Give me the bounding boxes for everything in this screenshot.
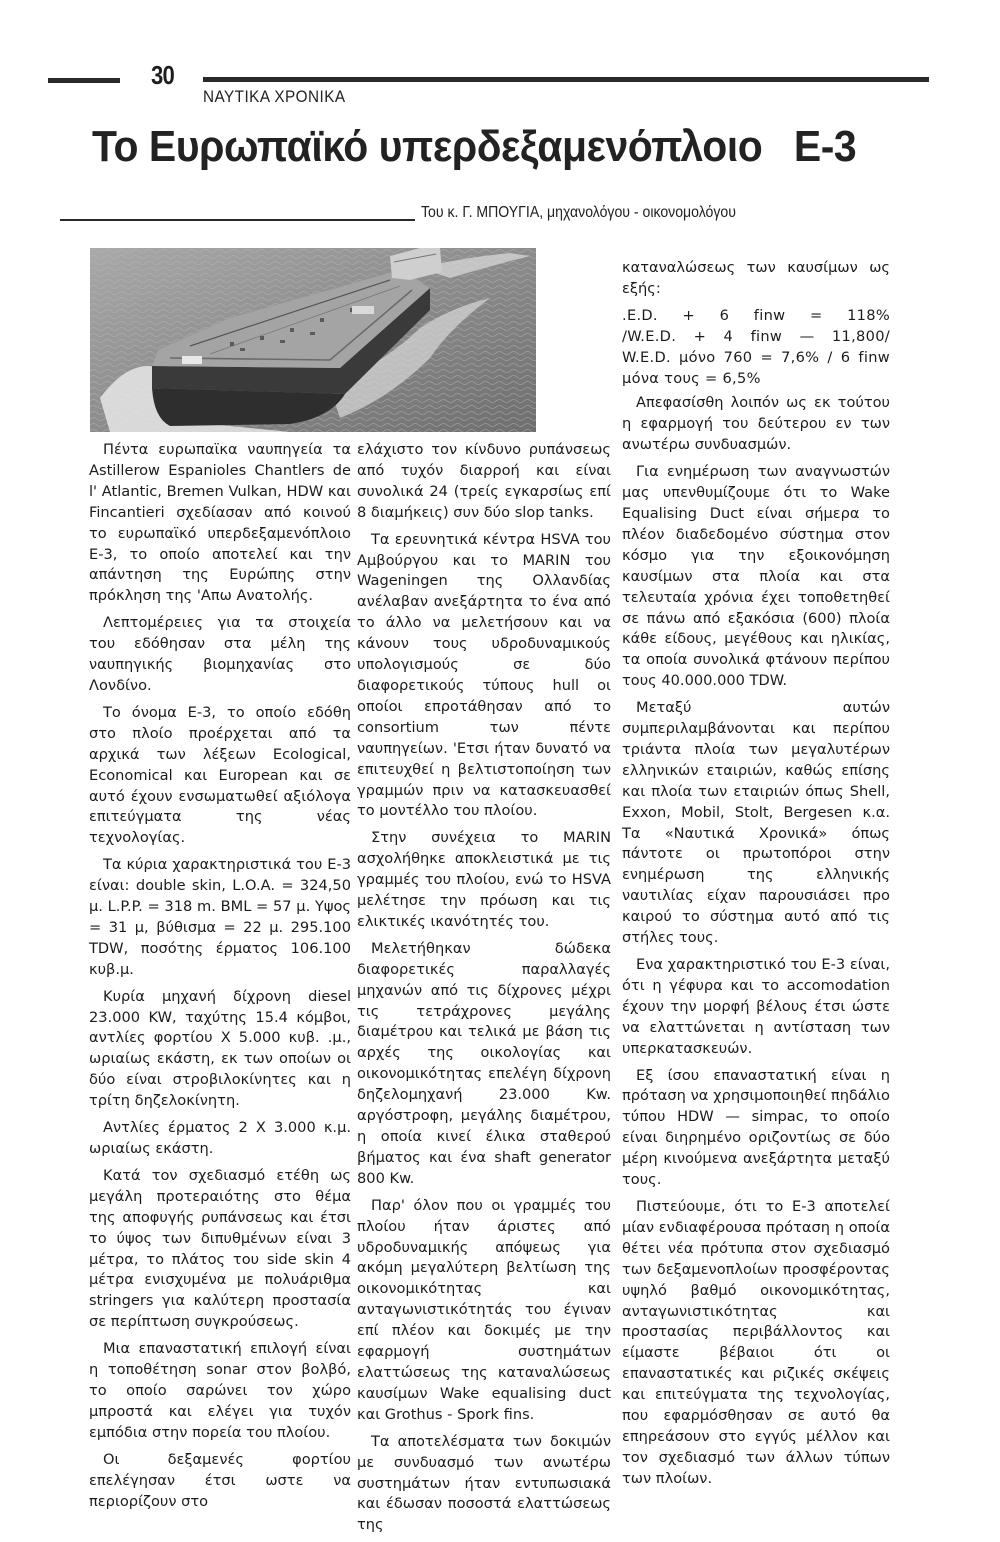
formula-line: .E.D. + 6 finw = 118% — [622, 306, 890, 324]
article-column-2 — [357, 440, 611, 1542]
formula-line: W.E.D. μόνο 760 = 7,6% / 6 finw — [622, 348, 890, 366]
paragraph: Παρ' όλον που οι γραμμές του πλοίου ήταν άριστες από υδροδυναμικής απόψεως για ακόμη μεγαλύτερη βελτίωση της οικονομικότητας και ανταγωνιστικότητάς του έγιναν επί πλέον και δοκιμές με την εφαρμογή συστημάτων ελαττώσεως της καταναλώσεως καυσίμων Wake equalising duct και Grothus - Spork fins. — [357, 1196, 611, 1423]
article-title-text: Το Ευρωπαϊκό υπερδεξαμενόπλοιο — [92, 122, 763, 171]
paragraph: Αντλίες έρματος 2 Χ 3.000 κ.μ. ωριαίως εκάστη. — [89, 1119, 351, 1157]
paragraph: Κατά τον σχεδιασμό ετέθη ως μεγάλη προτεραιότης στο θέμα της αποφυγής ρυπάνσεως και έτσι το ύψος των διπυθμένων είναι 3 μέτρα, το πλάτος του side skin 4 μέτρα ενισχυμένα με πολυάριθμα stringers για καλύτερη προστασία σε περίπτωση συγκρούσεως. — [89, 1166, 351, 1331]
paragraph: Μια επαναστατική επιλογή είναι η τοποθέτηση sonar στον βολβό, το οποίο σαρώνει τον χώρο μπροστά και ελέγει για τυχόν εμπόδια στην πορεία του πλοίου. — [89, 1340, 351, 1441]
paragraph: Στην συνέχεια το MARIN ασχολήθηκε αποκλειστικά με τις γραμμές του πλοίου, ενώ το HSVA μελέτησε την πρόωση και τις ελικτικές ικανότητές του. — [357, 829, 611, 930]
paragraph: Τα ερευνητικά κέντρα HSVA του Αμβούργου και το MARIN του Wageningen της Ολλανδίας ανέλαβαν ανεξάρτητα το ένα από το άλλο να μελετήσουν και να κάνουν τους υδροδυναμικούς υπολογισμούς σε δύο διαφορετικούς τύπους hull οι οποίοι επροτάθησαν από το consortium των πέντε ναυπηγείων. 'Ετσι ήταν δυνατό να επιτευχθεί η βελτιστοποίηση των γραμμών πριν να κατασκευασθεί το μοντέλλο του πλοίου. — [357, 530, 611, 820]
paragraph: Μελετήθηκαν δώδεκα διαφορετικές παραλλαγές μηχανών από τις δίχρονες μέχρι τις τετράχρονες μεγάλης διαμέτρου και τελικά με βάση τις αρχές της οικολογίας και οικονομικότητας επελέγη δίχρονη δηζελομηχανή 23.000 Kw. αργόστροφη, μεγάλης διαμέτρου, η οποία κινεί έλικα σταθερού βήματος και ένα shaft generator 800 Kw. — [357, 939, 611, 1187]
paragraph: Εξ ίσου επαναστατική είναι η πρόταση να χρησιμοποιηθεί πηδάλιο τύπου HDW — simpac, το οποίο είναι διηρημένο οριζοντίως σε δύο μέρη κινούμενα ανεξάρτητα μεταξύ τους. — [622, 1066, 890, 1189]
header-rule-left — [48, 78, 120, 83]
paragraph: Πιστεύουμε, ότι το Ε-3 αποτελεί μίαν ενδιαφέρουσα πρόταση η οποία θέτει νέα πρότυπα στον σχεδιασμό των δεξαμενοπλοίων προσφέροντας υψηλό βαθμό οικονομικότητας, ανταγωνιστικότητας και προστασίας περιβάλλοντος και είμαστε βέβαιοι ότι οι επαναστατικές και ριζικές σκέψεις και επιτεύγματα της τεχνολογίας, που εφαρμόσθησαν σε αυτό θα επηρεάσουν στο εγγύς μέλλον και τον σχεδιασμό των άλλων τύπων των πλοίων. — [622, 1197, 890, 1487]
paragraph: Πέντα ευρωπαϊκα ναυπηγεία τα Astillerow Espanioles Chantlers de l' Atlantic, Bremen Vulkan, HDW και Fincantieri σχεδίασαν από κοινού το ευρωπαϊκό υπερδεξαμενόπλοιο Ε-3, το οποίο αποτελεί και την απάντηση της Ευρώπης στην πρόκληση της 'Απω Ανατολής. — [89, 441, 351, 605]
paragraph: Ενα χαρακτηριστικό του Ε-3 είναι, ότι η γέφυρα και το accomodation έχουν την μορφή βέλους έτσι ώστε να ελαττώνεται η αντίσταση των υπερκατασκευών. — [622, 956, 890, 1057]
paragraph: Απεφασίσθη λοιπόν ως εκ τούτου η εφαρμογή του δεύτερου εν των ανωτέρω συνδυασμών. — [622, 394, 890, 454]
paragraph: Λεπτομέρειες για τα στοιχεία του εδόθησαν στα μέλη της ναυπηγικής βιομηχανίας στο Λονδίνο. — [89, 614, 351, 694]
paragraph: Μεταξύ αυτών συμπεριλαμβάνονται και περίπου τριάντα πλοία των μεγαλυτέρων ελληνικών εταιριών, καθώς επίσης και πλοία των εταιριών όπως Shell, Exxon, Mobil, Stolt, Bergesen κ.α. Τα «Ναυτικά Χρονικά» όπως πάντοτε οι πρωτοπόροι στην ενημέρωση της ελληνικής ναυτιλίας είχαν παρουσιάσει προ καιρού το σύστημα αυτό από τις στήλες τους. — [622, 699, 890, 947]
article-title — [92, 122, 856, 172]
article-column-1 — [89, 440, 351, 1518]
paragraph: Για ενημέρωση των αναγνωστών μας υπενθυμίζουμε ότι το Wake Equalising Duct είναι σήμερα το πλέον διαδεδομένο σύστημα στον κόσμο για την εξοικονόμηση καυσίμων στα πλοία και στα τελευταία χρόνια έχει τοποθετηθεί σε πάνω από εξακόσια (600) πλοία κάθε είδους, μεγέθους και ηλικίας, τα οποία συνολικά φτάνουν περίπου τους 40.000.000 TDW. — [622, 463, 890, 690]
article-column-3 — [622, 258, 890, 1496]
paragraph: Τα αποτελέσματα των δοκιμών με συνδυασμό των ανωτέρω συστημάτων ήταν εντυπωσιακά και έδωσαν ποσοστά ελαττώσεως της — [357, 1432, 611, 1534]
paragraph: καταναλώσεως των καυσίμων ως εξής: — [622, 259, 890, 297]
byline: Του κ. Γ. ΜΠΟΥΓΙΑ, μηχανολόγου - οικονομολόγου — [421, 204, 736, 221]
formula-line: /W.E.D. + 4 finw — 11,800/ — [622, 327, 890, 345]
paragraph: Το όνομα Ε-3, το οποίο εδόθη στο πλοίο προέρχεται από τα αρχικά των λέξεων Ecological, Economical και European και σε αυτό έχουν ενσωματωθεί αξιόλογα επιτεύγματα της νέας τεχνολογίας. — [89, 703, 351, 847]
header-rule-right — [203, 77, 929, 82]
paragraph: Κυρία μηχανή δίχρονη diesel 23.000 KW, ταχύτης 15.4 κόμβοι, αντλίες φορτίου Χ 5.000 κυβ. .μ., ωριαίως εκάστη, εκ των οποίων οι δύο είναι στροβιλοκίνητες και η τρίτη δηζελοκίνητη. — [89, 987, 351, 1110]
paragraph: Τα κύρια χαρακτηριστικά του Ε-3 είναι: double skin, L.O.A. = 324,50 μ. L.P.P. = 318 m. BML = 57 μ. Υψος = 31 μ, βύθισμα = 22 μ. 295.100 TDW, ποσότης έρματος 106.100 κυβ.μ. — [89, 856, 351, 978]
paragraph: Οι δεξαμενές φορτίου επελέγησαν έτσι ωστε να περιορίζουν στο — [89, 1450, 351, 1510]
magazine-name: ΝΑΥΤΙΚΑ ΧΡΟΝΙΚΑ — [203, 87, 346, 106]
paragraph: ελάχιστο τον κίνδυνο ρυπάνσεως από τυχόν διαρροή και είναι συνολικά 24 (τρείς εγκαρσίως επί 8 διαμήκεις) συν δύο slop tanks. — [357, 441, 611, 521]
article-title-code: Ε-3 — [793, 122, 857, 171]
tanker-ship-illustration — [90, 248, 536, 432]
byline-rule — [60, 219, 415, 221]
page-number: 30 — [151, 60, 174, 90]
formula-line: μόνα τους = 6,5% — [622, 369, 761, 387]
tanker-photo — [90, 248, 536, 432]
